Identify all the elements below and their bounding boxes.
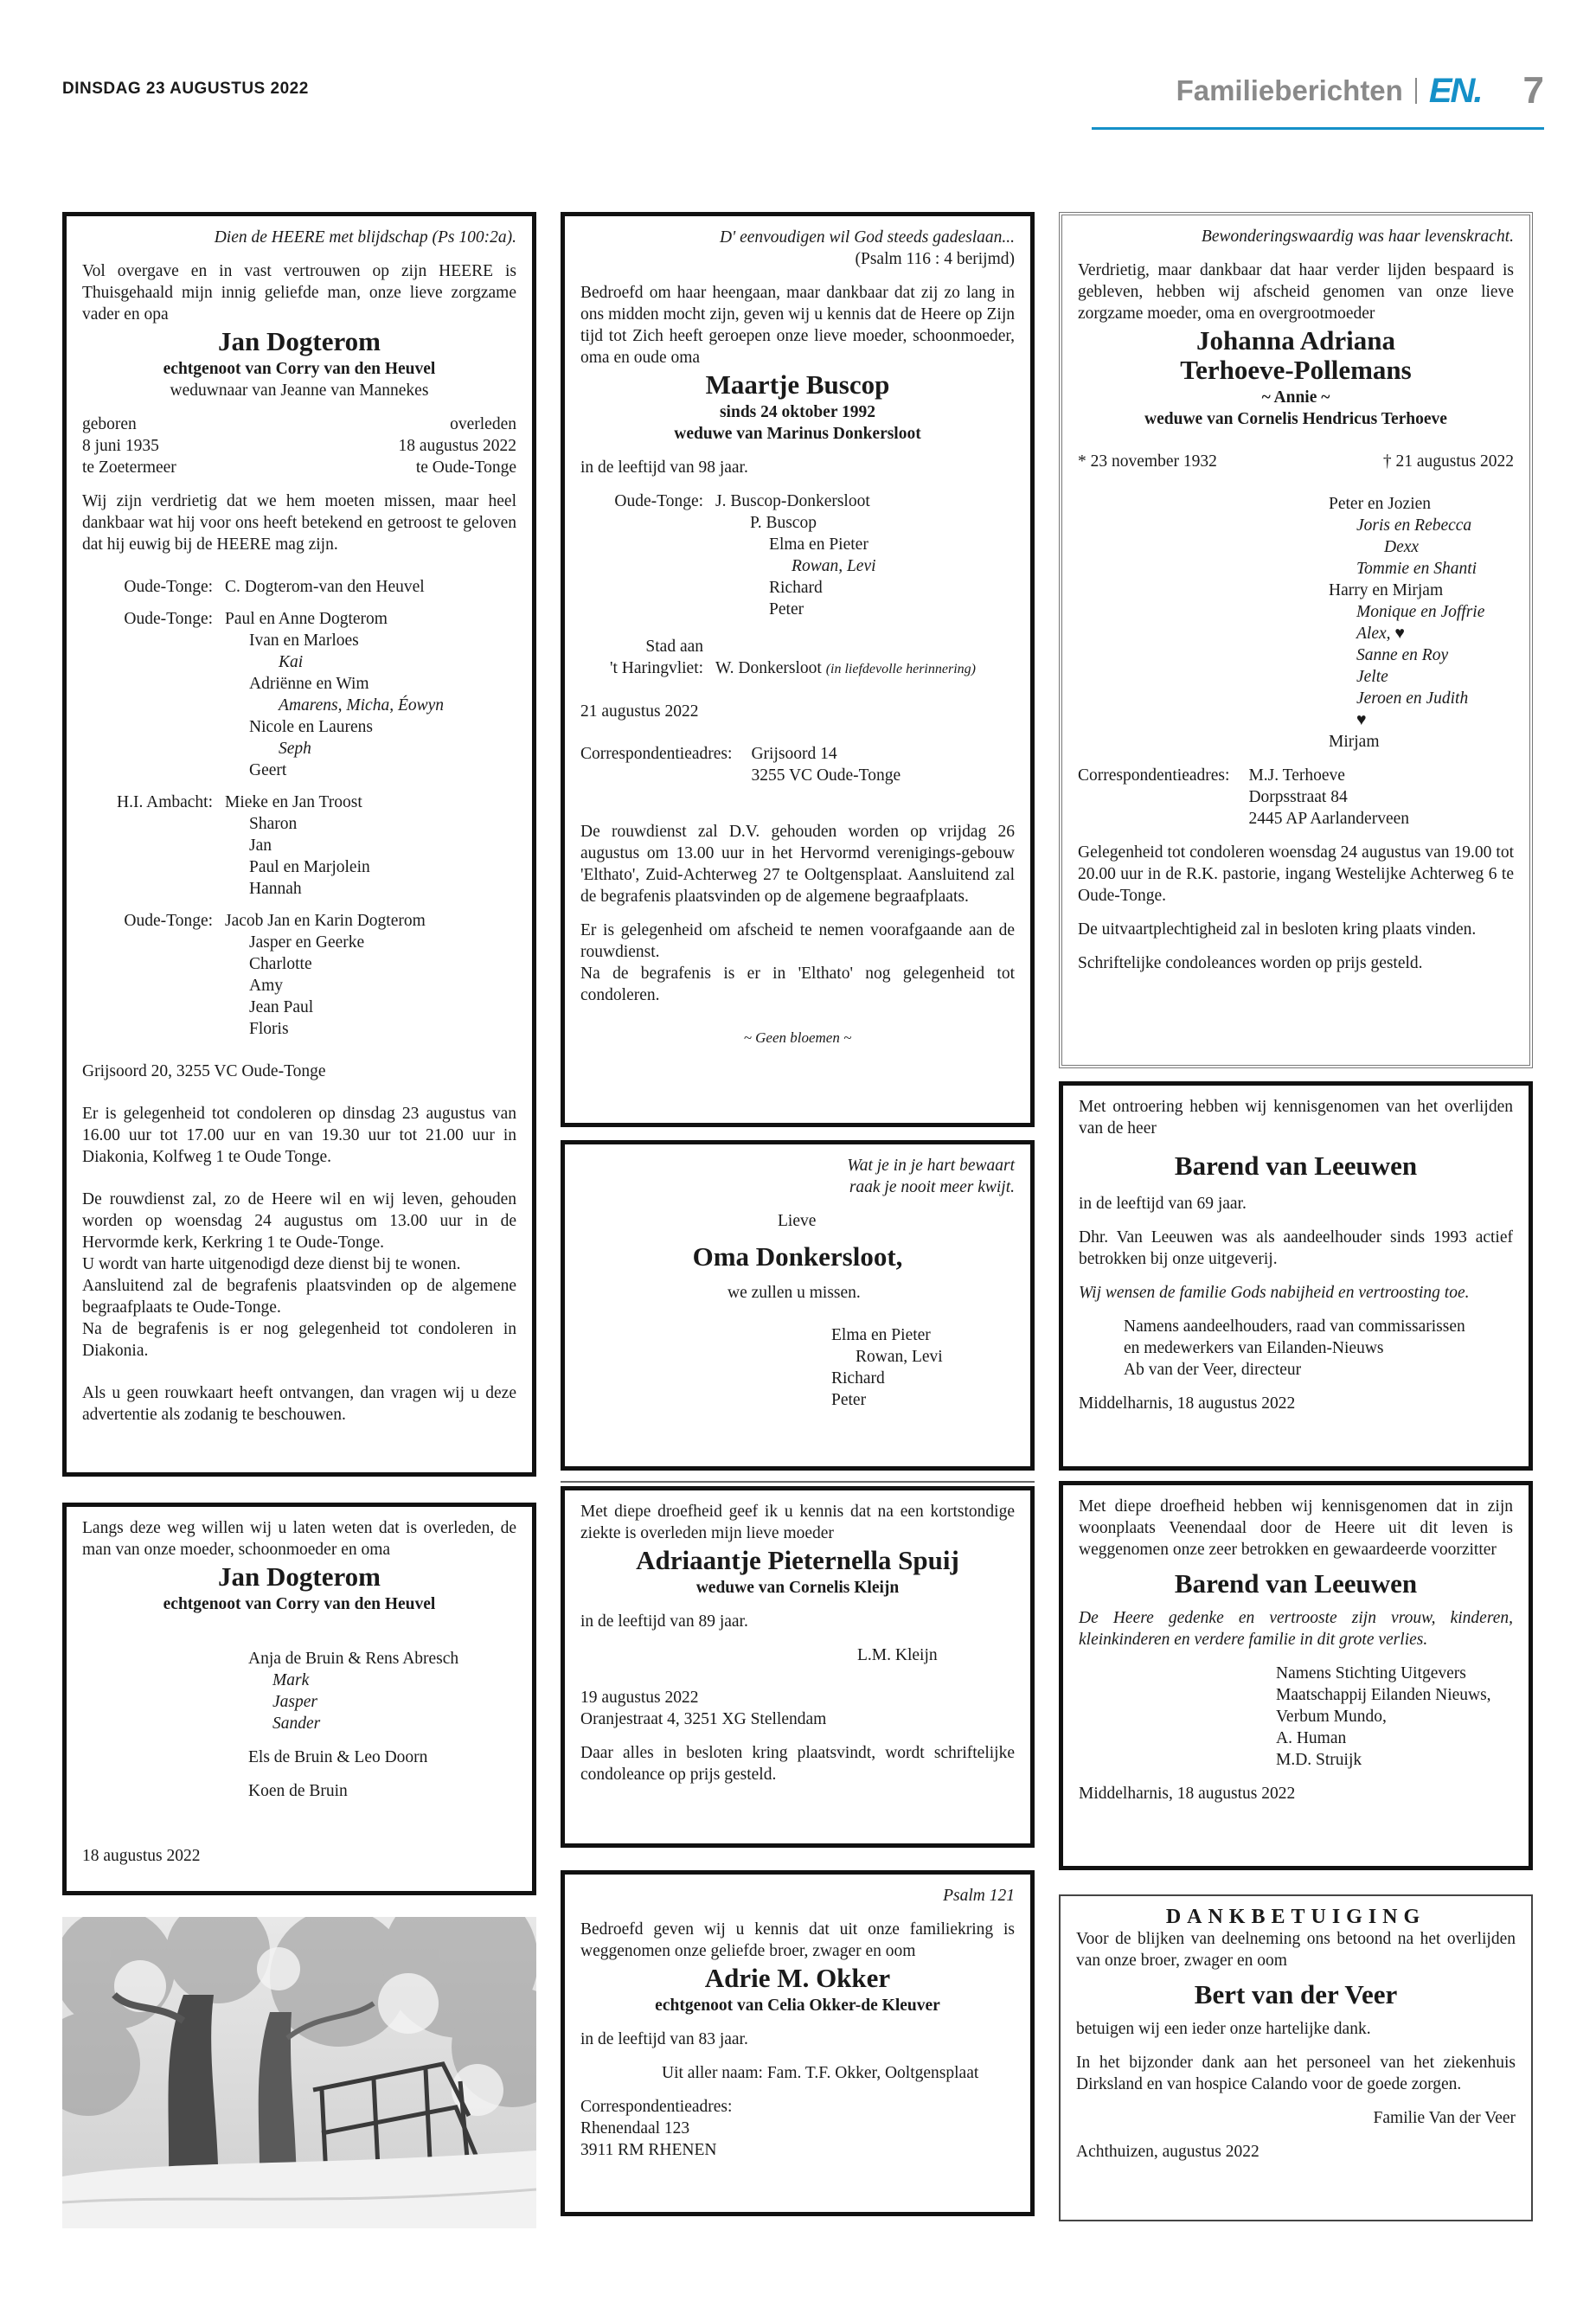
intro-text: Langs deze weg willen wij u laten weten dat is overleden, de man van onze moeder, schoonmoeder en oma (82, 1519, 516, 1559)
obituary-jan-dogterom-family (62, 1503, 536, 1895)
signature: Familie Van der Veer (1373, 2109, 1516, 2127)
age: in de leeftijd van 69 jaar. (1079, 1195, 1247, 1213)
family-member: Sharon (249, 815, 298, 833)
psalm-quote: D' eenvoudigen wil God steeds gadeslaan... (719, 228, 1015, 247)
heart-icon: ♥ (1356, 711, 1367, 729)
family-member: C. Dogterom-van den Heuvel (225, 578, 425, 596)
deceased-name-first: Johanna Adriana (1195, 325, 1395, 356)
family-member: Jacob Jan en Karin Dogterom (225, 912, 426, 930)
family-member: Mark (272, 1671, 310, 1689)
family-member: Peter (831, 1391, 867, 1409)
deceased-name-last: Terhoeve-Pollemans (1180, 355, 1412, 385)
date: 21 augustus 2022 (580, 702, 699, 721)
family-member: Kai (279, 653, 304, 671)
family-member: Harry en Mirjam (1329, 581, 1444, 599)
family-member: J. Buscop-Donkersloot (715, 492, 870, 510)
obituary-adriaantje-spuij (561, 1486, 1035, 1848)
signature-line: Namens Stichting Uitgevers (1276, 1664, 1466, 1682)
family-member: Amarens, Micha, Éowyn (279, 696, 445, 715)
obituary-maartje-buscop (561, 212, 1035, 1127)
intro-text: Met diepe droefheid hebben wij kennisgenomen dat in zijn woonplaats Veenendaal door de Heere uit dit leven is weggenomen onze zeer betrokken en gewaardeerde voorzitter (1079, 1497, 1513, 1559)
intro-text: Voor de blijken van deelneming ons betoond na het overlijden van onze broer, zwager en oom (1076, 1930, 1516, 1970)
obituary-adrie-okker (561, 1870, 1035, 2216)
age: in de leeftijd van 98 jaar. (580, 458, 748, 477)
family-place: Oude-Tonge: (124, 610, 214, 628)
family-member: Rowan, Levi (792, 557, 876, 575)
date: Achthuizen, augustus 2022 (1076, 2143, 1259, 2161)
died-label: overleden (450, 415, 516, 433)
born-label: geboren (82, 415, 137, 433)
miss-line: we zullen u missen. (727, 1284, 861, 1302)
deceased-name: Barend van Leeuwen (1174, 1150, 1418, 1181)
deceased-name: Oma Donkersloot, (692, 1241, 903, 1272)
widow-since: sinds 24 oktober 1992 (719, 403, 876, 421)
family-member: Amy (249, 977, 284, 995)
died-date: 18 augustus 2022 (398, 437, 516, 455)
en-logo: EN. (1428, 71, 1482, 110)
correspondence-line: Dorpsstraat 84 (1248, 788, 1348, 806)
poem-line: Wat je in je hart bewaart (847, 1157, 1015, 1175)
correspondence-line: 2445 AP Aarlanderveen (1248, 810, 1410, 828)
poem-line: raak je nooit meer kwijt. (849, 1178, 1015, 1196)
correspondence (580, 743, 1015, 786)
family-member: Charlotte (249, 955, 312, 973)
family-member: Richard (769, 579, 823, 597)
correspondence (1078, 765, 1514, 830)
service-info: Na de begrafenis is er nog gelegenheid tot condoleren in Diakonia. (82, 1320, 516, 1360)
signature-line: Ab van der Veer, directeur (1124, 1361, 1302, 1379)
closing-note: Als u geen rouwkaart heeft ontvangen, dan vragen wij u deze advertentie als zodanig te beschouwen. (82, 1384, 516, 1424)
service-info: Aansluitend zal de begrafenis plaatsvinden op de algemene begraafplaats te Oude-Tonge. (82, 1277, 516, 1317)
family-member: Jeroen en Judith (1356, 689, 1469, 708)
salutation: Lieve (778, 1212, 817, 1230)
memorial-barend-van-leeuwen-foundation (1059, 1481, 1533, 1870)
signature-line: Maatschappij Eilanden Nieuws, (1276, 1686, 1491, 1704)
deceased-name: Jan Dogterom (218, 326, 381, 356)
deceased-name: Adriaantje Pieternella Spuij (636, 1545, 959, 1575)
address: Oranjestraat 4, 3251 XG Stellendam (580, 1710, 827, 1728)
comfort-text: De Heere gedenke en vertrooste zijn vrouw, kinderen, kleinkinderen en verdere familie in dit grote verlies. (1079, 1609, 1513, 1649)
notice-heading: DANKBETUIGING (1165, 1906, 1426, 1928)
correspondence-line: Grijsoord 14 (751, 745, 837, 763)
family-place: Oude-Tonge: (124, 578, 214, 596)
memorial-barend-van-leeuwen-publisher (1059, 1081, 1533, 1471)
family-place: Oude-Tonge: (124, 912, 214, 930)
obituary-jan-dogterom (62, 212, 536, 1477)
born-place: te Zoetermeer (82, 458, 176, 477)
correspondence-label: Correspondentieadres: (580, 2098, 733, 2116)
condolence-info: Gelegenheid tot condoleren woensdag 24 augustus van 19.00 tot 20.00 uur in de R.K. pastorie, ingang Westelijke Achterweg 6 te Oude-Tonge. (1078, 843, 1514, 905)
page-date: DINSDAG 23 AUGUSTUS 2022 (62, 80, 309, 98)
family-member: Floris (249, 1020, 289, 1038)
family-member: Jean Paul (249, 998, 314, 1016)
nickname: ~ Annie ~ (1261, 388, 1330, 407)
family-member: Monique en Joffrie (1356, 603, 1485, 621)
section-title: Familieberichten (1176, 74, 1403, 106)
farewell-info: Er is gelegenheid om afscheid te nemen voorafgaande aan de rouwdienst. (580, 921, 1015, 961)
date: 18 augustus 2022 (82, 1847, 201, 1865)
family-member: Jasper (272, 1693, 317, 1711)
intro-text: Vol overgave en in vast vertrouwen op zijn HEERE is Thuisgehaald mijn innig geliefde man, onze lieve zorgzame vader en opa (82, 262, 516, 324)
family-list (117, 576, 516, 1040)
family-member: Elma en Pieter (831, 1326, 931, 1344)
spouse-line: weduwe van Marinus Donkersloot (674, 425, 921, 443)
closing-note: Schriftelijke condoleances worden op prijs gesteld. (1078, 954, 1423, 972)
family-member: Hannah (249, 880, 302, 898)
deceased-name: Jan Dogterom (218, 1561, 381, 1592)
deceased-name: Maartje Buscop (705, 369, 890, 400)
family-list (1078, 493, 1514, 753)
correspondence-line: M.J. Terhoeve (1248, 766, 1345, 785)
birth-death-row (82, 413, 516, 478)
memorial-oma-donkersloot (561, 1140, 1035, 1471)
family-member: Paul en Marjolein (249, 858, 370, 876)
thanks-text: betuigen wij een ieder onze hartelijke dank. (1076, 2020, 1371, 2038)
wish-text: Wij wensen de familie Gods nabijheid en vertroosting toe. (1079, 1284, 1470, 1302)
body-text: In het bijzonder dank aan het personeel van het ziekenhuis Dirksland en van hospice Calando voor de goede zorgen. (1076, 2054, 1516, 2093)
farewell-info: Na de begrafenis is er in 'Elthato' nog gelegenheid tot condoleren. (580, 965, 1015, 1004)
family-member: Els de Bruin & Leo Doorn (248, 1748, 428, 1766)
masthead-divider (1415, 78, 1417, 104)
correspondence-line: 3911 RM RHENEN (580, 2141, 717, 2159)
born-date: * 23 november 1932 (1078, 452, 1217, 471)
psalm-reference: (Psalm 116 : 4 berijmd) (855, 250, 1015, 268)
correspondence-label: Correspondentieadres: (580, 745, 733, 763)
body-text: Dhr. Van Leeuwen was als aandeelhouder sinds 1993 actief betrokken bij onze uitgeverij. (1079, 1228, 1513, 1268)
died-date: † 21 augustus 2022 (1382, 452, 1514, 471)
spouse-line: echtgenoot van Corry van den Heuvel (163, 360, 436, 378)
family-member: Koen de Bruin (248, 1782, 348, 1800)
family-member: Rowan, Levi (856, 1348, 943, 1366)
family-member: Jelte (1356, 668, 1388, 686)
family-place: Stad aan (645, 638, 704, 656)
birth-death-row (1078, 451, 1514, 472)
correspondence-line: Rhenendaal 123 (580, 2119, 690, 2138)
family-member: Nicole en Laurens (249, 718, 373, 736)
born-date: 8 juni 1935 (82, 437, 159, 455)
date: Middelharnis, 18 augustus 2022 (1079, 1785, 1296, 1803)
family-member: W. Donkersloot (715, 659, 822, 677)
spouse-line: weduwe van Cornelis Kleijn (695, 1579, 900, 1597)
spouse-line: weduwe van Cornelis Hendricus Terhoeve (1144, 410, 1447, 428)
family-member: Sander (272, 1715, 321, 1733)
condolence-info: Er is gelegenheid tot condoleren op dinsdag 23 augustus van 16.00 uur tot 17.00 uur en van 19.30 uur tot 21.00 uur in Diakonia, Kolfweg 1 te Oude Tonge. (82, 1105, 516, 1166)
quote: Bewonderingswaardig was haar levenskracht. (1201, 228, 1514, 246)
family-member: Ivan en Marloes (249, 631, 359, 650)
died-place: te Oude-Tonge (415, 458, 516, 477)
family-member: Geert (249, 761, 287, 779)
memory-note: (in liefdevolle herinnering) (825, 662, 976, 676)
family-member: Dexx (1384, 538, 1420, 556)
family-member: Richard (831, 1369, 885, 1388)
deceased-name: Bert van der Veer (1194, 1979, 1398, 2009)
widower-line: weduwnaar van Jeanne van Mannekes (170, 381, 429, 400)
signature: Uit aller naam: Fam. T.F. Okker, Ooltgensplaat (662, 2064, 979, 2082)
intro-text: Met ontroering hebben wij kennisgenomen van het overlijden van de heer (1079, 1098, 1513, 1138)
signature-line: Namens aandeelhouders, raad van commissarissen (1124, 1317, 1465, 1336)
correspondence-label: Correspondentieadres: (1078, 766, 1230, 785)
signature-line: en medewerkers van Eilanden-Nieuws (1124, 1339, 1384, 1357)
spouse-line: echtgenoot van Celia Okker-de Kleuver (655, 1997, 940, 2015)
page-number: 7 (1522, 69, 1544, 112)
signature: L.M. Kleijn (857, 1646, 938, 1664)
family-member: Anja de Bruin & Rens Abresch (248, 1650, 459, 1668)
family-list (610, 490, 1015, 680)
family-member: Sanne en Roy (1356, 646, 1449, 664)
family-member: Jan (249, 836, 272, 855)
family-member: Peter (769, 600, 804, 619)
masthead (1176, 69, 1544, 112)
no-flowers: ~ Geen bloemen ~ (743, 1029, 852, 1046)
family-member: Jasper en Geerke (249, 933, 365, 952)
family-place: 't Haringvliet: (610, 659, 704, 677)
age: in de leeftijd van 83 jaar. (580, 2030, 748, 2048)
family-member: Mieke en Jan Troost (225, 793, 362, 811)
signature-line: Verbum Mundo, (1276, 1708, 1387, 1726)
body-text: Wij zijn verdrietig dat we hem moeten missen, maar heel dankbaar wat hij voor ons heeft betekend en getroost te geloven dat hij euwig bij de HEERE mag zijn. (82, 492, 516, 554)
family-member: Peter en Jozien (1329, 495, 1432, 513)
family-member: Adriënne en Wim (249, 675, 369, 693)
intro-text: Bedroefd om haar heengaan, maar dankbaar dat zij zo lang in ons midden mocht zijn, geven wij u kennis dat de Heere op Zijn tijd tot Zich heeft geroepen onze lieve moeder, schoonmoeder, oma en oude oma (580, 284, 1015, 367)
condolence-info: Daar alles in besloten kring plaatsvindt, wordt schriftelijke condoleance op prijs gesteld. (580, 1744, 1015, 1784)
deceased-name: Barend van Leeuwen (1174, 1568, 1418, 1599)
signature-line: M.D. Struijk (1276, 1751, 1362, 1769)
signature-line: A. Human (1276, 1729, 1347, 1747)
intro-text: Verdrietig, maar dankbaar dat haar verder lijden bespaard is gebleven, hebben wij afscheid genomen van onze lieve zorgzame moeder, oma en overgrootmoeder (1078, 261, 1514, 323)
thank-you-notice (1059, 1894, 1533, 2221)
intro-text: Met diepe droefheid geef ik u kennis dat na een kortstondige ziekte is overleden mijn lieve moeder (580, 1503, 1015, 1542)
family-place: H.I. Ambacht: (117, 793, 214, 811)
age: in de leeftijd van 89 jaar. (580, 1612, 748, 1631)
spouse-line: echtgenoot van Corry van den Heuvel (163, 1595, 436, 1613)
funeral-info: De uitvaartplechtigheid zal in besloten kring plaats vinden. (1078, 920, 1477, 939)
family-member: Paul en Anne Dogterom (225, 610, 388, 628)
family-member: Mirjam (1329, 733, 1380, 751)
address: Grijsoord 20, 3255 VC Oude-Tonge (82, 1062, 326, 1080)
header-rule (1092, 127, 1544, 130)
service-info: De rouwdienst zal, zo de Heere wil en wij leven, gehouden worden op woensdag 24 augustus om 13.00 uur in de Hervormde kerk, Kerkring 1 te Oude-Tonge. (82, 1190, 516, 1252)
family-member: Tommie en Shanti (1356, 560, 1477, 578)
family-place: Oude-Tonge: (614, 492, 704, 510)
psalm-reference: Psalm 121 (943, 1887, 1015, 1905)
service-info: De rouwdienst zal D.V. gehouden worden op vrijdag 26 augustus om 13.00 uur in het Hervormd verenigings-gebouw 'Elthato', Zuid-Achterweg 27 te Ooltgensplaat. Aansluitend zal de begrafenis plaatsvinden op de algemene begraafplaats. (580, 823, 1015, 906)
family-member: Seph (279, 740, 311, 758)
bible-quote: Dien de HEERE met blijdschap (Ps 100:2a). (214, 228, 516, 247)
correspondence-line: 3255 VC Oude-Tonge (751, 766, 901, 785)
column-separator (561, 1481, 1035, 1483)
family-member: Alex, ♥ (1356, 625, 1405, 643)
obituary-johanna-terhoeve (1059, 212, 1533, 1068)
date: Middelharnis, 18 augustus 2022 (1079, 1394, 1296, 1413)
deceased-name: Adrie M. Okker (704, 1963, 891, 1993)
family-member: Elma en Pieter (769, 535, 869, 554)
intro-text: Bedroefd geven wij u kennis dat uit onze familiekring is weggenomen onze geliefde broer, zwager en oom (580, 1920, 1015, 1960)
family-member: Joris en Rebecca (1356, 516, 1472, 535)
winter-landscape-photo (62, 1917, 536, 2228)
date: 19 augustus 2022 (580, 1689, 699, 1707)
family-member: P. Buscop (750, 514, 817, 532)
service-info: U wordt van harte uitgenodigd deze dienst bij te wonen. (82, 1255, 461, 1273)
snowy-forest-image (62, 1917, 536, 2228)
